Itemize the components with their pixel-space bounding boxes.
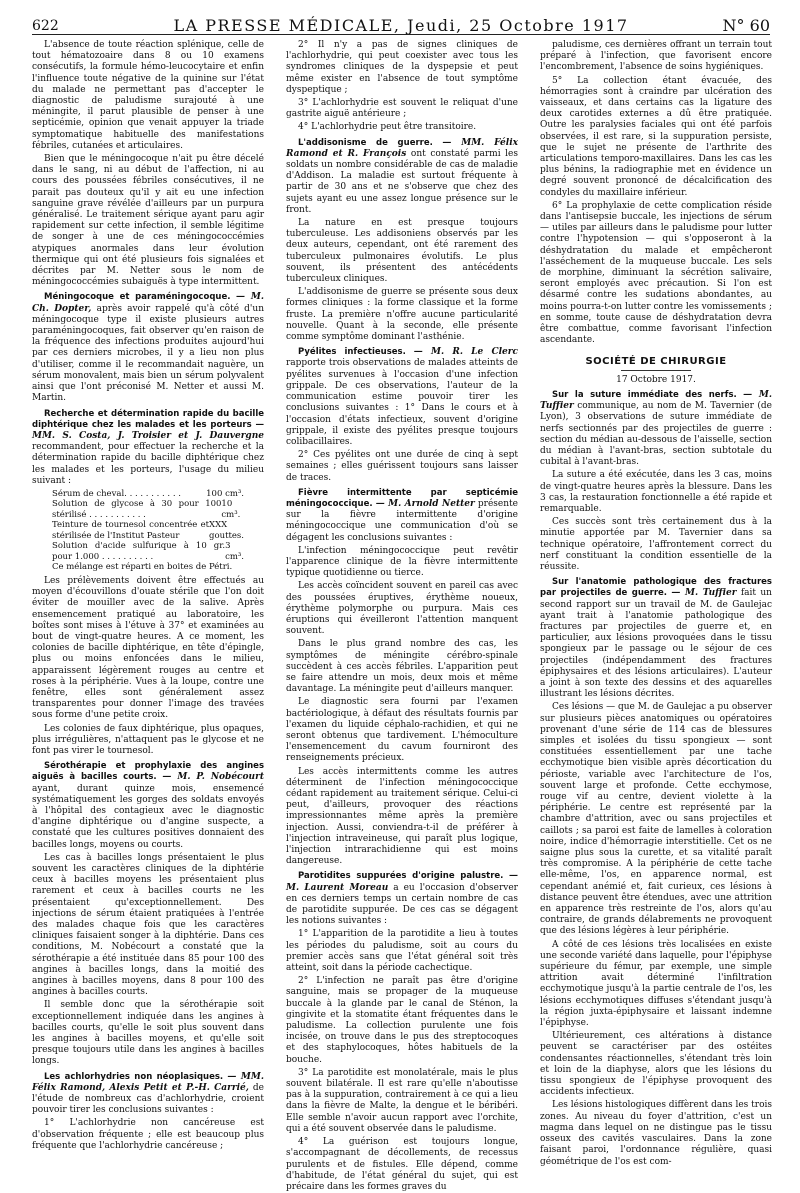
article-author: — M. Ch. Dopter, xyxy=(32,292,264,314)
recipe-list xyxy=(52,489,264,573)
article-text: de l'étude de nombreux cas d'achlorhydrie, croient pouvoir tirer les conclusions suivantes : xyxy=(32,1082,264,1116)
paragraph: L'absence de toute réaction splénique, celle de tout hématozoaire dans 8 ou 10 examens consécutifs, la formule hémo-leucocytaire et enfin l'influence toute négative de la quinine sur l'état du malade ne permettant pas d'accepter le diagnostic de paludisme surajouté à une méningite, il parut plausible de penser à une septicémie, opinion que venait appuyer la triade symptomatique habituelle des manifestations fébriles, cutanées et articulaires. xyxy=(32,40,264,151)
paragraph: 3° L'achlorhydrie est souvent le reliquat d'une gastrite aiguë antérieure ; xyxy=(286,98,518,120)
paragraph: La suture a été exécutée, dans les 3 cas, moins de vingt-quatre heures après la blessure. Dans les 3 cas, la restauration fonctionnelle a été rapide et remarquable. xyxy=(540,470,772,514)
article-title: Méningocoque et paraméningocoque. xyxy=(44,292,231,303)
article-addisonisme xyxy=(286,138,518,216)
paragraph: 2° Ces pyélites ont une durée de cinq à sept semaines ; elles guérissent toujours sans laisser de traces. xyxy=(286,450,518,483)
article-author: — MM. Félix Ramond, Alexis Petit et P.-H. Carrié, xyxy=(32,1071,264,1093)
recipe-row xyxy=(52,489,264,500)
paragraph: 5° La collection étant évacuée, des hémorragies sont à craindre par ulcération des vaisseaux, et dans certains cas la ligature des deux carotides externes a dû être pratiquée. Outre les paralysies faciales qui ont été parfois observées, il est rare, si la suppuration persiste, que le sujet ne présente de l'arthrite des articulations temporo-maxillaires. Dans les cas les plus bénins, la radiographie met en évidence un degré souvent prononcé de décalcification des condyles du maxillaire inférieur. xyxy=(540,75,772,198)
article-fievre-intermittente xyxy=(286,488,518,544)
article-author: — M. Tuffier xyxy=(540,389,772,412)
article-author: MM. S. Costa, J. Troisier et J. Dauvergne xyxy=(32,430,264,441)
article-text: présente sur la fièvre intermittente d'origine méningococcique une communication d'où se dégagent les conclusions suivantes : xyxy=(286,498,518,543)
paragraph: Les colonies de faux diphtérique, plus opaques, plus irrégulières, n'attaquent pas le glycose et ne font pas virer le tournesol. xyxy=(32,723,264,756)
journal-title: LA PRESSE MÉDICALE, Jeudi, 25 Octobre 1917 xyxy=(173,16,629,35)
paragraph: paludisme, ces dernières offrant un terrain tout préparé à l'infection, que favorisent encore l'encombrement, l'absence de soins hygiéniques. xyxy=(540,40,772,73)
issue-number: N° 60 xyxy=(722,16,770,35)
article-title: Les achlorhydries non néoplasiques. xyxy=(44,1071,224,1082)
recipe-qty: 10 cm³. xyxy=(221,499,241,520)
running-header xyxy=(32,12,770,36)
recipe-row xyxy=(52,499,264,520)
paragraph: 2° L'infection ne paraît pas être d'origine sanguine, mais se propager de la muqueuse buccale à la glande par le canal de Sténon, la gingivite et la stomatite étant fréquentes dans le paludisme. La collection purulente une fois incisée, on trouve dans le pus des streptocoques et des staphylocoques, hôtes habituels de la bouche. xyxy=(286,976,518,1065)
paragraph: La nature en est presque toujours tuberculeuse. Les addisoniens observés par les deux auteurs, cependant, ont été rarement des tuberculeux pulmonaires évolutifs. Le plus souvent, ils présentent des antécédents tuberculeux cliniques. xyxy=(286,218,518,285)
paragraph: 4° La guérison est toujours longue, s'accompagnant de décollements, de recessus purulents et de fistules. Elle dépend, comme d'habitude, de l'état général du sujet, qui est précaire dans les formes graves du xyxy=(286,1137,518,1192)
article-title: Pyélites infectieuses. xyxy=(298,347,406,358)
recipe-qty: XXX gouttes. xyxy=(209,520,244,541)
article-pyelites xyxy=(286,347,518,448)
paragraph: Il semble donc que la sérothérapie soit exceptionnellement indiquée dans les angines à bacilles courts, qu'elle le soit plus souvent dans les angines à bacilles moyens, et qu'elle soit presque toujours utile dans les angines à bacilles longs. xyxy=(32,1000,264,1067)
article-text: rapporte trois observations de malades atteints de pyélites survenues à l'occasion d'une infection grippale. De ces observations, l'auteur de la communication estime pouvoir tirer les conclusions suivantes : 1° Dans le cours et à l'occasion d'états infectieux, souvent d'origine grippale, il existe des pyélites presque toujours colibacillaires. xyxy=(286,358,518,447)
paragraph: Bien que le méningocoque n'ait pu être décelé dans le sang, ni au début de l'affection, ni au cours des poussées fébriles consécutives, il ne parait pas douteux qu'il y ait eu une infection sanguine grave révélée d'ailleurs par un purpura généralisé. Le traitement sérique ayant paru agir rapidement sur cette infection, il semble légitime de songer à une de ces méningococcémies atypiques anormales dans leur évolution thermique qui ont été plusieurs fois signalées et décrites par M. Netter sous le nom de méningococcémies subaiguës à type intermittent. xyxy=(32,154,264,288)
paragraph: Ces succès sont très certainement dus à la minutie apportée par M. Tavernier dans sa technique opératoire, l'affrontement correct du nerf constituant la condition essentielle de la réussite. xyxy=(540,517,772,572)
paragraph: Les lésions histologiques diffèrent dans les trois zones. Au niveau du foyer d'attrition, c'est un magma dans lequel on ne distingue pas le tissu osseux des cavités vasculaires. Dans la zone faisant paroi, l'ordonnance régulière, quasi géométrique de l'os est com- xyxy=(540,1100,772,1167)
article-author: — M. P. Nobécourt xyxy=(162,772,264,783)
paragraph: Ces lésions — que M. de Gaulejac a pu observer sur plusieurs pièces anatomiques ou opératoires provenant d'une série de 114 cas de blessures simples et isolées du tissu spongieux — sont constituées essentiellement par une tache ecchymotique bien visible après décortication du périoste, variable avec l'architecture de l'os, souvent large et profonde. Cette ecchymose, rouge vif au centre, devient violette à la périphérie. Le centre est représenté par la chambre d'attrition, avec ou sans projectiles et caillots ; sa paroi est faite de lamelles à coloration noire, indice d'hémorragie interstitielle. Cet os ne saigne plus sous la curette, et sa vitalité paraît très compromise. A la périphérie de cette tache elle-même, l'os, en apparence normal, est cependant anémié et, fait curieux, ces lésions à distance peuvent être étendues, avec une attrition en apparence très restreinte de l'os, alors qu'au contraire, de grands délabrements ne provoquent que des lésions légères à leur périphérie. xyxy=(540,702,772,937)
paragraph: 1° L'apparition de la parotidite a lieu à toutes les périodes du paludisme, soit au cours du premier accès sans que l'état général soit très atteint, soit dans la période cachectique. xyxy=(286,929,518,974)
article-title: Sur l'anatomie pathologique des fractures par projectiles de guerre. xyxy=(540,577,772,599)
section-title: SOCIÉTÉ DE CHIRURGIE xyxy=(585,356,727,368)
paragraph: L'addisonisme de guerre se présente sous deux formes cliniques : la forme classique et la forme fruste. La première n'offre aucune particularité nouvelle. Quant à la seconde, elle présente comme symptôme dominant l'asthénie. xyxy=(286,287,518,343)
paragraph: Les cas à bacilles longs présentaient le plus souvent les caractères cliniques de la diphtérie ceux à bacilles moyens les présentaient plus rarement et ceux à bacilles courts ne les présentaient qu'exceptionnellement. Des injections de sérum étaient pratiquées à l'entrée des malades chaque fois que les caractères cliniques faisaient songer à la diphtérie. Dans ces conditions, M. Nobécourt a constaté que la sérothérapie a été instituée dans 85 pour 100 des angines à bacilles longs, dans la moitié des angines à bacilles moyens, dans 8 pour 100 des angines à bacilles courts. xyxy=(32,852,264,998)
article-text: ayant, durant quinze mois, ensemencé systématiquement les gorges des soldats envoyés à l'hôpital des contagieux avec le diagnostic d'angine diphtérique ou d'angine suspecte, a constaté que les cultures positives donnaient des bacilles longs, moyens ou courts. xyxy=(32,783,264,850)
article-title: Sur la suture immédiate des nerfs. xyxy=(552,389,737,400)
article-text: après avoir rappelé qu'à côté d'un méningocoque type il existe plusieurs autres paraméningocoques, fait observer qu'en raison de la fréquence des infections produites aujourd'hui par ces derniers microbes, il y a lieu non plus d'utiliser, comme il le recommandait naguère, un sérum monovalent, mais bien un sérum polyvalent ainsi que l'ont préconisé M. Netter et aussi M. Martin. xyxy=(32,303,264,404)
paragraph: Les accès intermittents comme les autres déterminent de l'infection méningococcique cédant rapidement au traitement sérique. Celui-ci peut, d'ailleurs, provoquer des réactions impressionnantes même après la première injection. Aussi, conviendra-t-il de préférer à l'injection intraveineuse, qui paraît plus logique, l'injection intrarachidienne qui est moins dangereuse. xyxy=(286,766,518,867)
recipe-item: Solution d'acide sulfurique à 10 gr. pour 1.000 . . . . . . . . . . xyxy=(52,541,226,562)
recipe-item: Sérum de cheval. . . . . . . . . . . xyxy=(52,488,181,499)
article-text: a eu l'occasion d'observer en ces derniers temps un certain nombre de cas de parotidite suppurée. De ces cas se dégagent les notions suivantes : xyxy=(286,882,518,927)
paragraph: Dans le plus grand nombre des cas, les symptômes de méningite cérébro-spinale succèdent à ces accès fébriles. L'apparition peut se faire attendre un mois, deux mois et même davantage. La méningite peut d'ailleurs manquer. xyxy=(286,639,518,695)
section-date: 17 Octobre 1917. xyxy=(616,374,696,385)
column-left xyxy=(32,40,264,1151)
recipe-item: Solution de glycose à 30 pour 100 stérilisé . . . . . . . . . . . xyxy=(52,499,222,520)
recipe-qty: 100 cm³. xyxy=(206,488,244,499)
article-diphterie xyxy=(32,409,264,487)
column-middle xyxy=(286,40,518,1192)
article-text: communique, au nom de M. Tavernier (de Lyon), 3 observations de suture immédiate de nerfs sectionnés par des projectiles de guerre : section du médian au-dessous de l'aisselle, section du médian à l'avant-bras, section subtotale du cubital à l'avant-bras. xyxy=(540,401,772,468)
article-achlorhydries xyxy=(32,1072,264,1117)
paragraph: Les accès coïncident souvent en pareil cas avec des poussées éruptives, érythème noueux, érythème polymorphe ou purpura. Mais ces éruptions qui éveilleront l'attention manquent souvent. xyxy=(286,581,518,637)
article-text: fait un second rapport sur un travail de M. de Gaulejac ayant trait à l'anatomie pathologique des fractures par projectiles de guerre et, en particulier, aux lésions provoquées dans le tissu spongieux par le passage ou le séjour de ces projectiles (indépendamment des fractures épiphysaires et des lésions articulaires). L'auteur a joint à son texte des dessins et des aquarelles illustrant les lésions décrites. xyxy=(540,588,772,700)
paragraph: L'infection méningococcique peut revêtir l'apparence clinique de la fièvre intermittente typique quotidienne ou tierce. xyxy=(286,545,518,579)
column-right xyxy=(540,40,772,1167)
article-serotherapie xyxy=(32,761,264,851)
recipe-note: Ce mélange est réparti en boites de Pétri. xyxy=(52,562,233,573)
paragraph: 1° L'achlorhydrie non cancéreuse est d'observation fréquente ; elle est beaucoup plus fréquente que l'achlorhydrie cancéreuse ; xyxy=(32,1118,264,1151)
article-author: — M. Laurent Moreau xyxy=(286,871,518,893)
paragraph: 2° Il n'y a pas de signes cliniques de l'achlorhydrie, qui peut coexister avec tous les syndromes cliniques de la dyspepsie et peut même exister en l'absence de tout symptôme dyspeptique ; xyxy=(286,40,518,95)
article-title: Sérothérapie et prophylaxie des angines aiguës à bacilles courts. xyxy=(32,761,264,783)
article-suture-nerfs xyxy=(540,390,772,468)
article-text: recommandent, pour effectuer la recherche et la détermination rapide du bacille diphtérique chez les malades et les porteurs, l'usage du milieu suivant : xyxy=(32,442,264,486)
paragraph: 6° La prophylaxie de cette complication réside dans l'antisepsie buccale, les injections de sérum — utiles par ailleurs dans le paludisme pour lutter contre l'hypotension — qui s'opposeront à la déshydratation du malade et empêcheront l'asséchement de la muqueuse buccale. Les sels de morphine, diminuant la sécrétion salivaire, seront employés avec précaution. Si l'on est désarmé contre les sudations abondantes, au moins pourra-t-on lutter contre les vomissements ; en somme, toute cause de déshydratation devra être combattue, comme favorisant l'infection ascendante. xyxy=(540,200,772,346)
paragraph: A côté de ces lésions très localisées en existe une seconde variété dans laquelle, pour l'épiphyse supérieure du fémur, par exemple, une simple attrition avait déterminé l'infiltration ecchymotique jusqu'à la partie centrale de l'os, les lésions ecchymotiques diffuses s'étendant jusqu'à la région juxta-épiphysaire et laissant indemne l'épiphyse. xyxy=(540,939,772,1029)
section-rule xyxy=(621,370,691,371)
article-author: — M. Arnold Netter xyxy=(375,498,475,509)
paragraph: 4° L'achlorhydrie peut être transitoire. xyxy=(298,122,477,133)
recipe-qty: 3 cm³. xyxy=(225,541,245,562)
paragraph: 3° La parotidite est monolatérale, mais le plus souvent bilatérale. Il est rare qu'elle n'aboutisse pas à la suppuration, contrairement à ce qui a lieu dans la fièvre de Malte, la dengue et le béribéri. Elle semble n'avoir aucun rapport avec l'orchite, qui a été souvent observée dans le paludisme. xyxy=(286,1067,518,1134)
recipe-row xyxy=(52,541,264,562)
article-meningocoque xyxy=(32,292,264,404)
article-title: Parotidites suppurées d'origine palustre. xyxy=(298,871,504,882)
article-anatomie-fractures xyxy=(540,577,772,700)
recipe-item: Teinture de tournesol concentrée et stérilisée de l'Institut Pasteur xyxy=(52,520,210,541)
paragraph: Le diagnostic sera fourni par l'examen bactériologique, à défaut des résultats fournis par l'examen du liquide céphalo-rachidien, et qui ne seront obtenus que tardivement. L'hémoculture l'ensemencement du cavum fourniront des renseignements précieux. xyxy=(286,697,518,764)
article-author: — MM. Félix Ramond et R. François xyxy=(286,137,518,159)
article-title: Recherche et détermination rapide du bacille diphtérique chez les malades et les porteurs — xyxy=(32,408,264,430)
article-title: Fièvre intermittente par septicémie méningococcique. xyxy=(286,487,518,509)
paragraph: Les prélèvements doivent être effectués au moyen d'écouvillons d'ouate stérile que l'on doit éviter de mouiller avec de la salive. Après ensemencement pratiqué au laboratoire, les boîtes sont mises à l'étuve à 37° et examinées au bout de vingt-quatre heures. A ce moment, les colonies de bacille diphtérique, en tête d'épingle, plus ou moins enfoncées dans le milieu, apparaissent légèrement rouges au centre et roses à la périphérie. Vues à la loupe, contre une fenêtre, elles sont généralement assez transparentes pour donner l'image des travées sous forme d'une petite croix. xyxy=(32,575,264,721)
header-rule xyxy=(32,34,770,35)
page-number: 622 xyxy=(32,18,59,34)
recipe-row xyxy=(52,520,264,541)
paragraph: Ultérieurement, ces altérations à distance peuvent se caractériser par des ostéites condensantes réactionnelles, s'étendant très loin et loin de la diaphyse, alors que les lésions du tissu spongieux de l'épiphyse provoquent des accidents infectieux. xyxy=(540,1031,772,1098)
article-text: ont constaté parmi les soldats un nombre considérable de cas de maladie d'Addison. La maladie est surtout fréquente à partir de 30 ans et ne s'observe que chez des sujets ayant eu une assez longue présence sur le front. xyxy=(286,148,518,215)
article-author: — M. Tuffier xyxy=(671,588,737,599)
article-parotidites xyxy=(286,871,518,927)
article-title: L'addisonisme de guerre. xyxy=(298,137,433,148)
article-author: — M. R. Le Clerc xyxy=(413,347,518,358)
